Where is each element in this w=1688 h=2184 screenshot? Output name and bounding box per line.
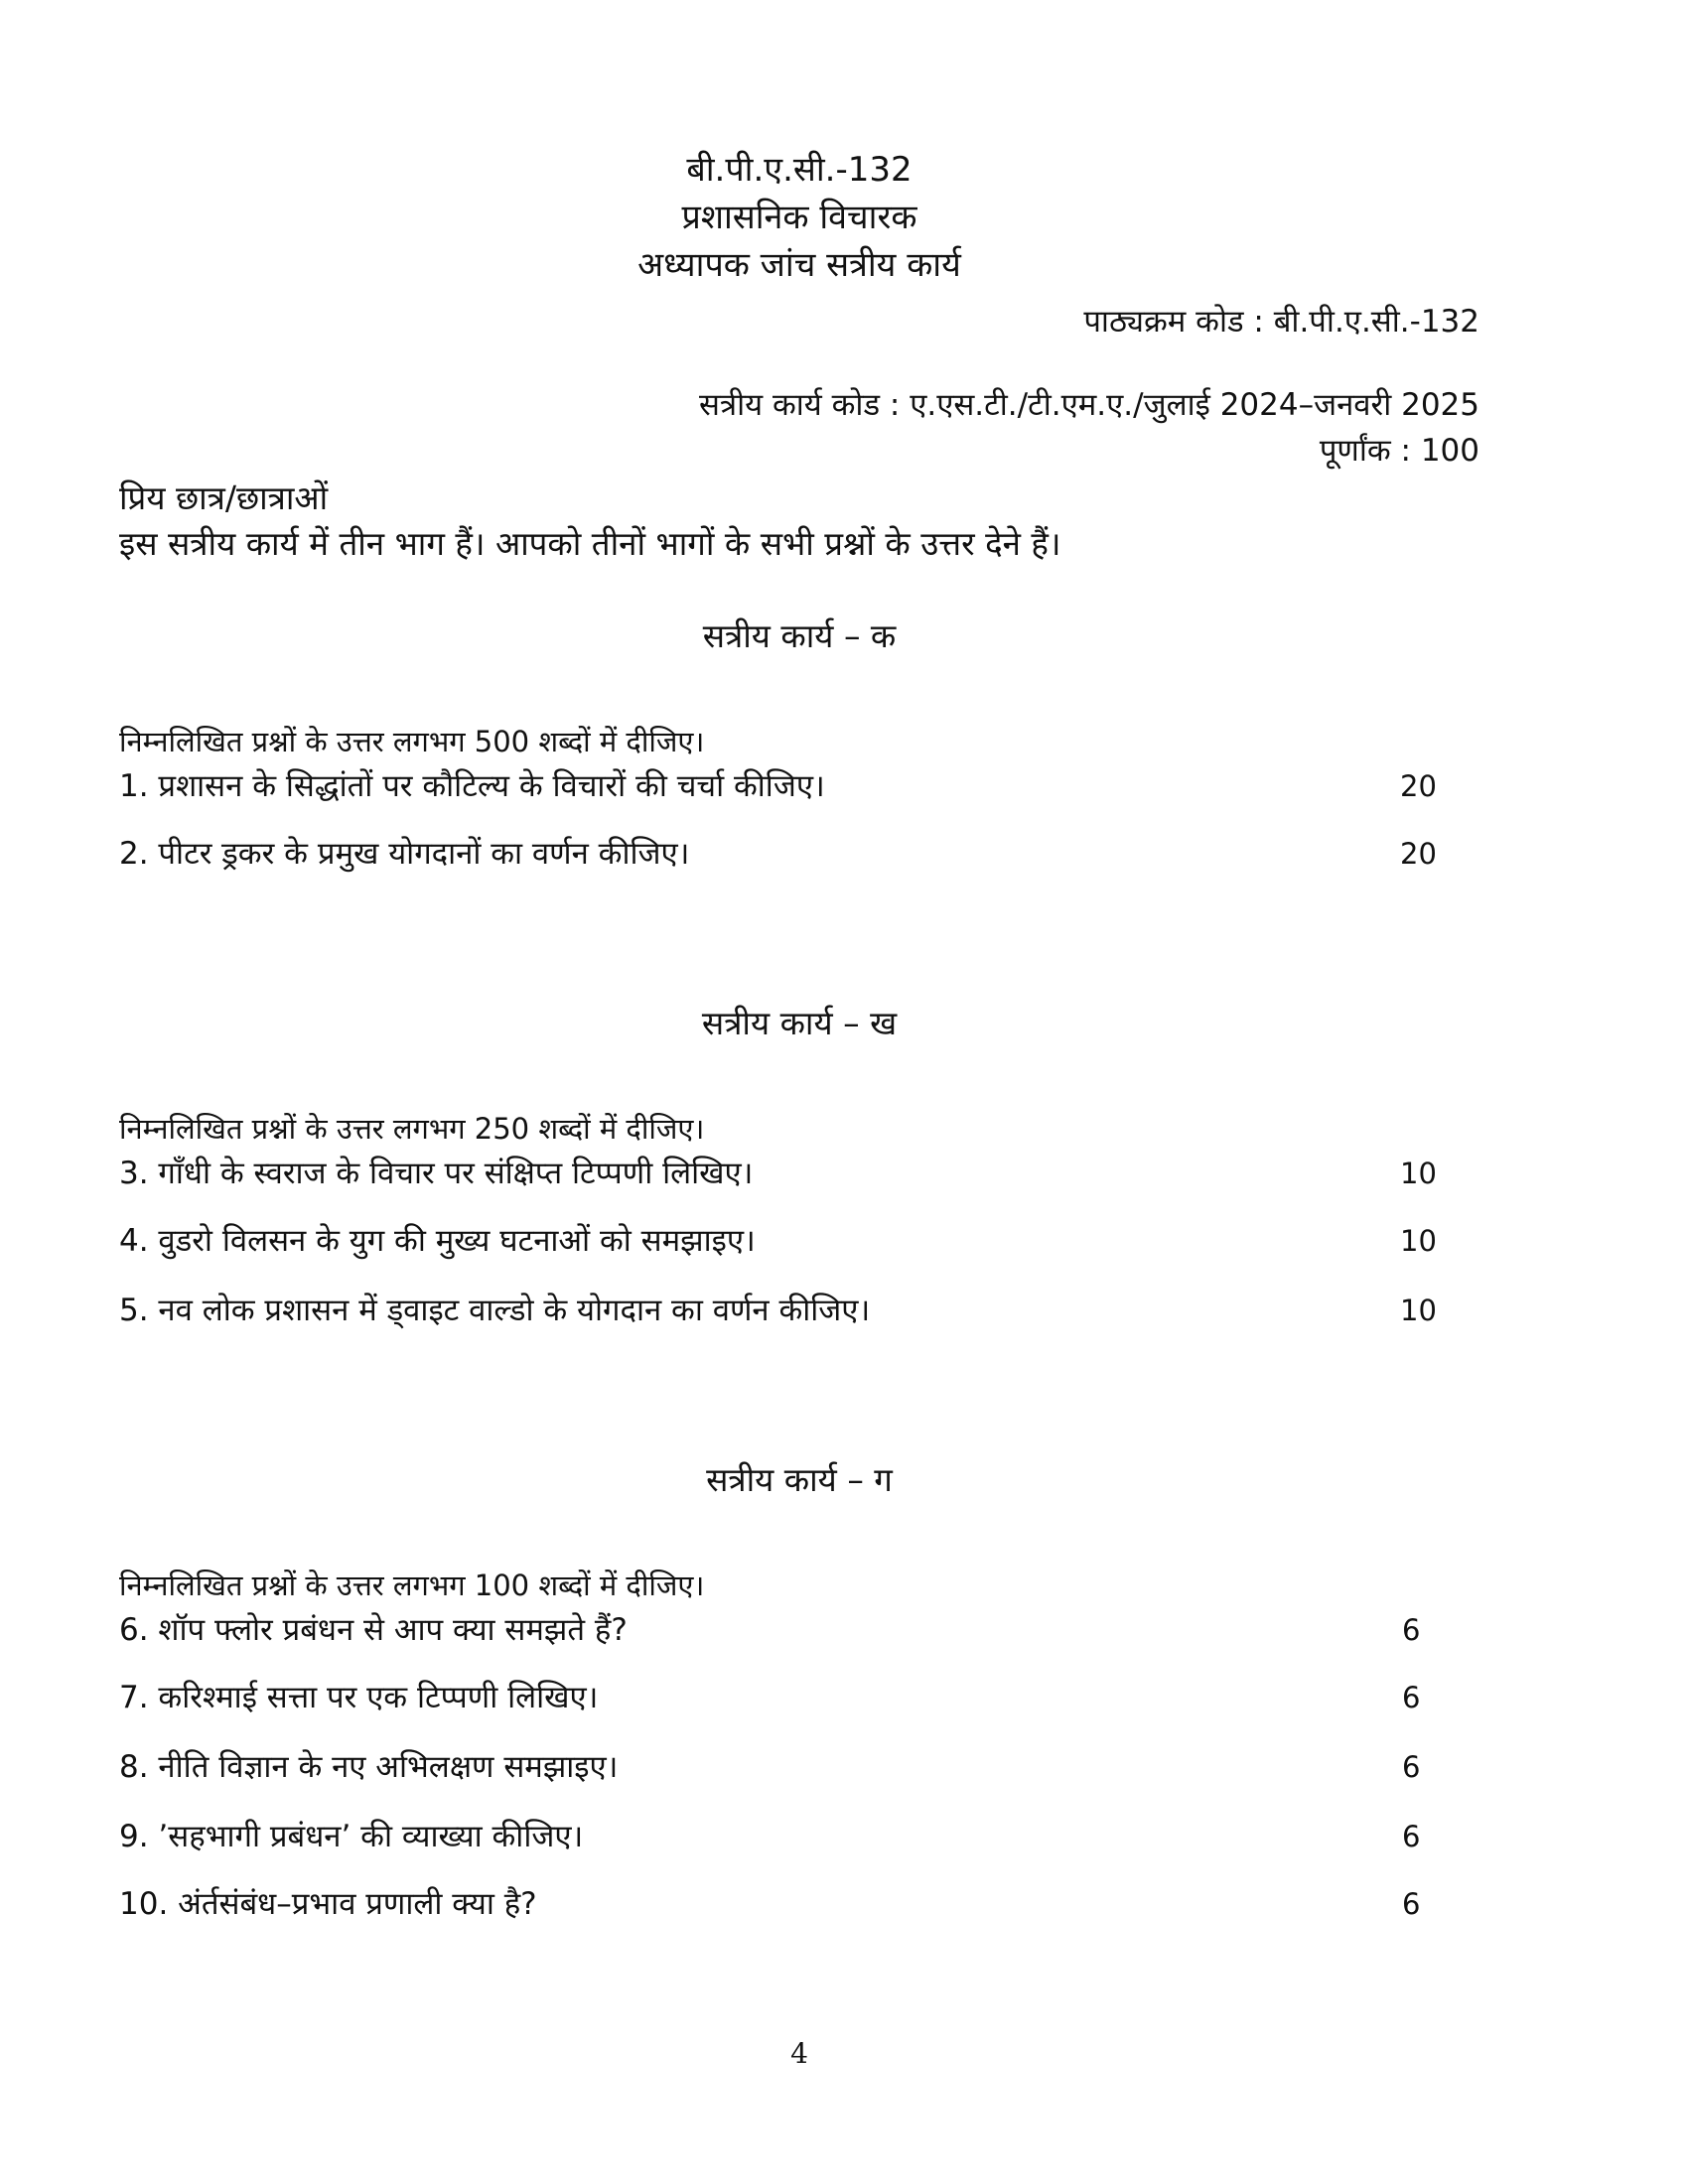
question-10: 10. अंर्तसंबंध–प्रभाव प्रणाली क्या है? [119,1886,537,1922]
marks-7: 6 [1402,1681,1421,1714]
question-3: 3. गाँधी के स्वराज के विचार पर संक्षिप्त टिप्पणी लिखिए। [119,1156,754,1191]
course-name: प्रशासनिक विचारक [681,198,917,237]
question-4: 4. वुडरो विलसन के युग की मुख्य घटनाओं को समझाइए। [119,1223,756,1259]
section-instruction-a: निम्नलिखित प्रश्नों के उत्तर लगभग 500 शब्दों में दीजिए। [119,725,705,758]
page-number: 4 [790,2037,808,2070]
assignment-type: अध्यापक जांच सत्रीय कार्य [637,245,961,285]
question-9: 9. ’सहभागी प्रबंधन’ की व्याख्या कीजिए। [119,1819,584,1854]
max-marks-line: पूर्णांक : 100 [1319,433,1479,469]
marks-5: 10 [1400,1294,1437,1327]
question-7: 7. करिश्माई सत्ता पर एक टिप्पणी लिखिए। [119,1680,599,1715]
marks-8: 6 [1402,1750,1421,1784]
marks-10: 6 [1402,1887,1421,1921]
marks-3: 10 [1400,1157,1437,1190]
marks-6: 6 [1402,1613,1421,1647]
section-heading-b: सत्रीय कार्य – ख [701,1004,898,1042]
question-2: 2. पीटर ड्रकर के प्रमुख योगदानों का वर्णन कीजिए। [119,836,690,872]
question-8: 8. नीति विज्ञान के नए अभिलक्षण समझाइए। [119,1749,619,1785]
question-5: 5. नव लोक प्रशासन में ड्वाइट वाल्डो के योगदान का वर्णन कीजिए। [119,1293,871,1328]
section-instruction-c: निम्नलिखित प्रश्नों के उत्तर लगभग 100 शब्दों में दीजिए। [119,1569,705,1602]
course-code-line: पाठ्यक्रम कोड : बी.पी.ए.सी.-132 [1083,304,1479,340]
section-heading-a: सत्रीय कार्य – क [702,616,897,655]
marks-2: 20 [1400,837,1437,871]
marks-9: 6 [1402,1820,1421,1853]
marks-1: 20 [1400,769,1437,803]
assignment-code-line: सत्रीय कार्य कोड : ए.एस.टी./टी.एम.ए./जुलाई 2024–जनवरी 2025 [699,387,1479,423]
greeting: प्रिय छात्र/छात्राओं [119,478,329,517]
course-code-title: बी.पी.ए.सी.-132 [686,150,913,190]
general-instruction: इस सत्रीय कार्य में तीन भाग हैं। आपको तीनों भागों के सभी प्रश्नों के उत्तर देने हैं। [119,524,1061,563]
question-1: 1. प्रशासन के सिद्धांतों पर कौटिल्य के विचारों की चर्चा कीजिए। [119,768,825,804]
question-6: 6. शॉप फ्लोर प्रबंधन से आप क्या समझते हैं? [119,1612,628,1648]
section-instruction-b: निम्नलिखित प्रश्नों के उत्तर लगभग 250 शब्दों में दीजिए। [119,1112,705,1146]
marks-4: 10 [1400,1224,1437,1258]
section-heading-c: सत्रीय कार्य – ग [706,1460,893,1499]
